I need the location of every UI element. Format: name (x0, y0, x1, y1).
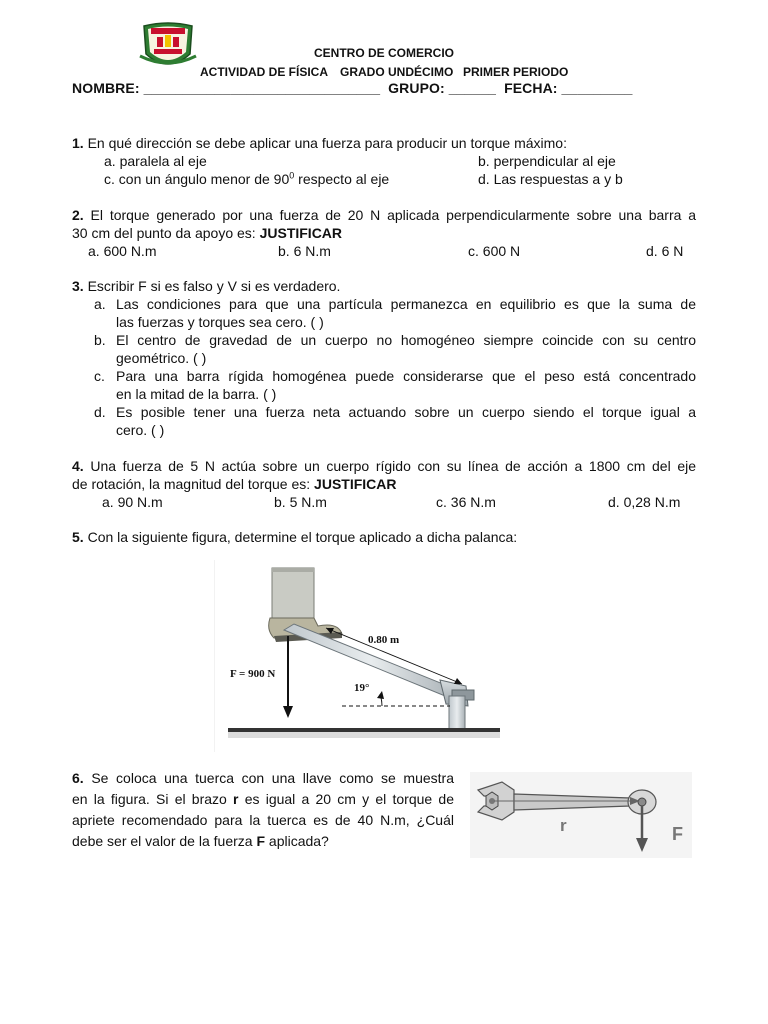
q1-number: 1. (72, 135, 84, 151)
question-6-line4: debe ser el valor de la fuerza F aplicada? (72, 833, 329, 849)
fecha-field[interactable]: FECHA: _________ (504, 80, 633, 96)
question-6-line3: apriete recomendado para la tuerca es de 40 N.m, ¿Cuál (72, 812, 454, 828)
question-1 (72, 134, 567, 152)
q3-a-letter: a. (94, 296, 106, 312)
school-name: CENTRO DE COMERCIO (313, 46, 454, 60)
question-2-cont: 30 cm del punto da apoyo es: JUSTIFICAR (72, 225, 343, 241)
q3-b-line2: geométrico. ( ) (116, 350, 207, 366)
q3-b-line1: El centro de gravedad de un cuerpo no homogéneo siempre coincide con su centro (116, 332, 696, 348)
grade-title: GRADO UNDÉCIMO (340, 65, 454, 79)
q3-d-line1: Es posible tener una fuerza neta actuando sobre un cuerpo siendo el torque igual a (116, 404, 696, 420)
q3-a-line2: las fuerzas y torques sea cero. ( ) (116, 314, 324, 330)
fig5-distance-label: 0.80 m (368, 634, 400, 646)
fig6-F-label: F (672, 824, 683, 844)
q4-option-a: a. 90 N.m (102, 494, 163, 510)
q2-option-b: b. 6 N.m (278, 243, 331, 259)
q1-option-a: a. paralela al eje (104, 153, 207, 169)
q3-c-line1: Para una barra rígida homogénea puede considerarse que el peso está concentrado (116, 368, 696, 384)
q3-a-line1: Las condiciones para que una partícula permanezca en equilibrio es que la suma de (116, 296, 696, 312)
nombre-field[interactable]: NOMBRE: ______________________________ (72, 80, 381, 96)
q1-option-d: d. Las respuestas a y b (478, 171, 623, 187)
q3-c-line2: en la mitad de la barra. ( ) (116, 386, 277, 402)
question-4: 4. Una fuerza de 5 N actúa sobre un cuerpo rígido con su línea de acción a 1800 cm del eje (72, 458, 697, 474)
question-6: 6. Se coloca una tuerca con una llave como se muestra (72, 770, 455, 786)
q1-option-c: c. con un ángulo menor de $90^0$ respecto al eje (104, 170, 390, 187)
q3-d-line2: cero. ( ) (116, 422, 165, 438)
q3-b-letter: b. (94, 332, 106, 348)
question-5: 5. Con la siguiente figura, determine el torque aplicado a dicha palanca: (72, 529, 518, 545)
question-3: 3. Escribir F si es falso y V si es verdadero. (72, 278, 341, 294)
lever-figure (214, 560, 504, 752)
q3-d-letter: d. (94, 404, 106, 420)
q2-option-c: c. 600 N (468, 243, 521, 259)
q4-option-b: b. 5 N.m (274, 494, 327, 510)
question-6-line2: en la figura. Si el brazo r es igual a 20 cm y el torque de (72, 791, 454, 807)
fig5-angle-label: 19° (354, 682, 370, 694)
fig6-r-label: r (560, 816, 567, 835)
wrench-figure (470, 772, 692, 858)
q4-option-d: d. 0,28 N.m (608, 494, 681, 510)
grupo-field[interactable]: GRUPO: ______ (388, 80, 497, 96)
student-info-line (72, 80, 633, 96)
q1-option-b: b. perpendicular al eje (478, 153, 616, 169)
q2-option-d: d. 6 N (646, 243, 684, 259)
fig5-force-label: F = 900 N (230, 668, 276, 680)
q1-text: En qué dirección se debe aplicar una fuerza para producir un torque máximo: (87, 135, 567, 151)
q4-option-c: c. 36 N.m (436, 494, 496, 510)
q3-c-letter: c. (94, 368, 105, 384)
q2-option-a: a. 600 N.m (88, 243, 157, 259)
question-2: 2. El torque generado por una fuerza de 20 N aplicada perpendicularmente sobre una barra a (72, 207, 697, 223)
question-4-cont: de rotación, la magnitud del torque es: JUSTIFICAR (72, 476, 397, 492)
activity-title: ACTIVIDAD DE FÍSICA (200, 65, 329, 79)
period-title: PRIMER PERIODO (463, 65, 569, 79)
